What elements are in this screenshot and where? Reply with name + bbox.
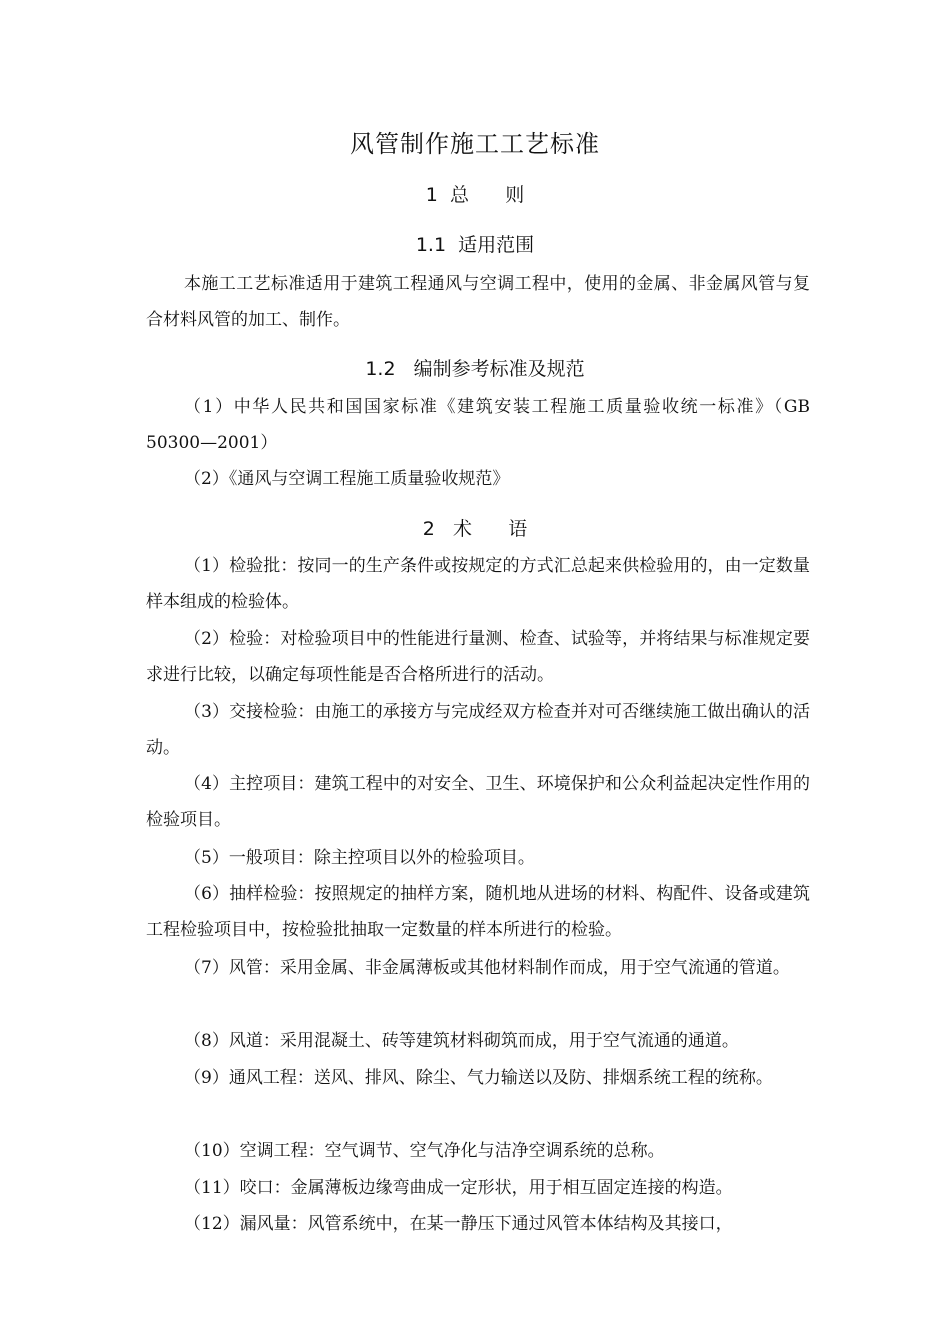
term-item: （12）漏风量：风管系统中，在某一静压下通过风管本体结构及其接口， bbox=[184, 1214, 733, 1234]
term-item: （9）通风工程：送风、排风、除尘、气力输送以及防、排烟系统工程的统称。 bbox=[184, 1068, 773, 1088]
subsection-heading-references: 1.2 编制参考标准及规范 bbox=[365, 358, 585, 380]
term-item: （5）一般项目：除主控项目以外的检验项目。 bbox=[184, 848, 535, 868]
section-heading-general: 1 总 则 bbox=[425, 184, 525, 206]
term-item: （2）检验：对检验项目中的性能进行量测、检查、试验等，并将结果与标准规定要求进行比较，以确定每项性能是否合格所进行的活动。 bbox=[146, 629, 810, 685]
document-title: 风管制作施工工艺标准 bbox=[350, 130, 600, 158]
term-item: （6）抽样检验：按照规定的抽样方案，随机地从进场的材料、构配件、设备或建筑工程检验项目中，按检验批抽取一定数量的样本所进行的检验。 bbox=[146, 884, 810, 940]
subsection-heading-scope: 1.1 适用范围 bbox=[415, 234, 535, 256]
section-heading-terms: 2 术 语 bbox=[422, 518, 528, 540]
reference-item: （1）中华人民共和国国家标准《建筑安装工程施工质量验收统一标准》（GB 50300—2001） bbox=[146, 397, 810, 453]
term-item: （1）检验批：按同一的生产条件或按规定的方式汇总起来供检验用的，由一定数量样本组成的检验体。 bbox=[146, 556, 810, 612]
term-item: （11）咬口：金属薄板边缘弯曲成一定形状，用于相互固定连接的构造。 bbox=[184, 1178, 733, 1198]
term-item: （8）风道：采用混凝土、砖等建筑材料砌筑而成，用于空气流通的通道。 bbox=[184, 1031, 739, 1051]
term-item: （4）主控项目：建筑工程中的对安全、卫生、环境保护和公众利益起决定性作用的检验项目。 bbox=[146, 774, 810, 830]
term-item: （7）风管：采用金属、非金属薄板或其他材料制作而成，用于空气流通的管道。 bbox=[184, 958, 790, 978]
term-item: （10）空调工程：空气调节、空气净化与洁净空调系统的总称。 bbox=[184, 1141, 665, 1161]
reference-item: （2）《通风与空调工程施工质量验收规范》 bbox=[184, 469, 510, 489]
scope-paragraph: 本施工工艺标准适用于建筑工程通风与空调工程中，使用的金属、非金属风管与复合材料风管的加工、制作。 bbox=[146, 274, 810, 330]
term-item: （3）交接检验：由施工的承接方与完成经双方检查并对可否继续施工做出确认的活动。 bbox=[146, 702, 810, 758]
